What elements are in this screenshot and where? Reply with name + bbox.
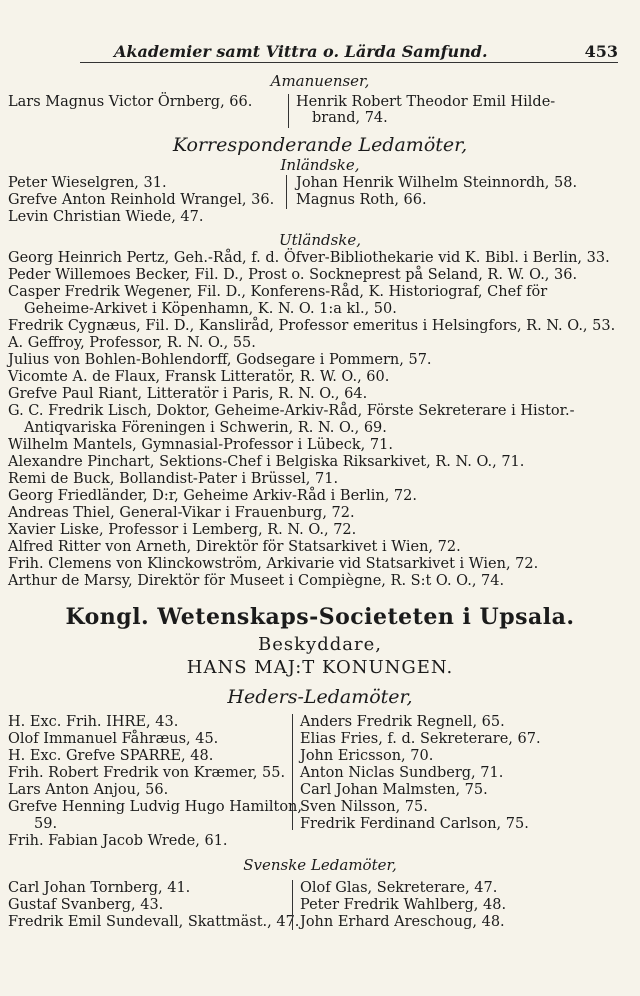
inlandsk-left-3: Levin Christian Wiede, 47.: [8, 209, 204, 225]
foreign-member-line: A. Geffroy, Professor, R. N. O., 55.: [8, 335, 256, 351]
running-header: [100, 40, 618, 64]
foreign-member-line: Casper Fredrik Wegener, Fil. D., Konferens-Råd, K. Historiograf, Chef för: [8, 284, 548, 300]
header-title: Akademier samt Vittra o. Lärda Samfund.: [114, 42, 488, 61]
heders-heading: Heders-Ledamöter,: [227, 686, 413, 708]
foreign-member-line: Wilhelm Mantels, Gymnasial-Professor i Lübeck, 71.: [8, 437, 393, 453]
heders-left-5: Lars Anton Anjou, 56.: [8, 782, 169, 798]
beskyddare-heading: Beskyddare,: [258, 634, 382, 655]
foreign-member-line: Georg Friedländer, D:r, Geheime Arkiv-Råd i Berlin, 72.: [8, 488, 417, 504]
society-title: Kongl. Wetenskaps-Societeten i Upsala.: [65, 604, 575, 630]
column-divider: [292, 714, 293, 830]
inlandsk-left-1: Peter Wieselgren, 31.: [8, 175, 167, 191]
svenske-left-1: Carl Johan Tornberg, 41.: [8, 880, 191, 896]
heders-left-3: H. Exc. Grefve SPARRE, 48.: [8, 748, 214, 764]
heders-left-7: 59.: [34, 816, 58, 832]
svenske-left-2: Gustaf Svanberg, 43.: [8, 897, 164, 913]
foreign-member-line: Alexandre Pinchart, Sektions-Chef i Belgiska Riksarkivet, R. N. O., 71.: [8, 454, 525, 470]
foreign-member-line: Fredrik Cygnæus, Fil. D., Kansliråd, Professor emeritus i Helsingfors, R. N. O., 53.: [8, 318, 616, 334]
svenske-right-2: Peter Fredrik Wahlberg, 48.: [300, 897, 507, 913]
page-number: 453: [584, 42, 618, 61]
foreign-member-line: Vicomte A. de Flaux, Fransk Litteratör, R. W. O., 60.: [8, 369, 390, 385]
svenske-left-3: Fredrik Emil Sundevall, Skattmäst., 47.: [8, 914, 300, 930]
column-divider: [292, 880, 293, 930]
inlandsk-right-1: Johan Henrik Wilhelm Steinnordh, 58.: [296, 175, 578, 191]
inlandsk-left-2: Grefve Anton Reinhold Wrangel, 36.: [8, 192, 275, 208]
heders-right-1: Anders Fredrik Regnell, 65.: [300, 714, 505, 730]
inlandsk-right-2: Magnus Roth, 66.: [296, 192, 427, 208]
svenske-heading: Svenske Ledamöter,: [243, 856, 397, 874]
amanuenser-heading: Amanuenser,: [270, 72, 370, 90]
foreign-member-line: Grefve Paul Riant, Litteratör i Paris, R. N. O., 64.: [8, 386, 368, 402]
heders-right-6: Sven Nilsson, 75.: [300, 799, 428, 815]
foreign-member-line: G. C. Fredrik Lisch, Doktor, Geheime-Arkiv-Råd, Förste Sekreterare i Histor.-: [8, 403, 575, 419]
heders-right-7: Fredrik Ferdinand Carlson, 75.: [300, 816, 529, 832]
utlandske-heading: Utländske,: [278, 231, 362, 249]
heders-left-4: Frih. Robert Fredrik von Kræmer, 55.: [8, 765, 286, 781]
heders-left-1: H. Exc. Frih. IHRE, 43.: [8, 714, 179, 730]
foreign-member-line: Arthur de Marsy, Direktör för Museet i Compiègne, R. S:t O. O., 74.: [8, 573, 505, 589]
heders-right-3: John Ericsson, 70.: [300, 748, 434, 764]
heders-right-2: Elias Fries, f. d. Sekreterare, 67.: [300, 731, 541, 747]
amanuens-right-line1: Henrik Robert Theodor Emil Hilde-: [296, 94, 556, 110]
heders-right-4: Anton Niclas Sundberg, 71.: [300, 765, 504, 781]
column-divider: [286, 175, 287, 209]
svenske-right-3: John Erhard Areschoug, 48.: [300, 914, 505, 930]
header-rule: [80, 62, 618, 63]
foreign-member-line: Andreas Thiel, General-Vikar i Frauenburg, 72.: [8, 505, 355, 521]
amanuens-right-line2: brand, 74.: [312, 110, 388, 126]
foreign-member-line: Geheime-Arkivet i Köpenhamn, K. N. O. 1:a kl., 50.: [24, 301, 397, 317]
foreign-member-line: Julius von Bohlen-Bohlendorff, Godsegare i Pommern, 57.: [8, 352, 432, 368]
foreign-member-line: Peder Willemoes Becker, Fil. D., Prost o. Sockneprest på Seland, R. W. O., 36.: [8, 267, 578, 283]
foreign-member-line: Alfred Ritter von Arneth, Direktör för Statsarkivet i Wien, 72.: [8, 539, 461, 555]
amanuens-left: Lars Magnus Victor Örnberg, 66.: [8, 94, 253, 110]
svenske-right-1: Olof Glas, Sekreterare, 47.: [300, 880, 498, 896]
inlandske-heading: Inländske,: [280, 156, 360, 174]
column-divider: [288, 94, 289, 128]
patron-name: HANS MAJ:T KONUNGEN.: [186, 657, 454, 678]
heders-left-8: Frih. Fabian Jacob Wrede, 61.: [8, 833, 228, 849]
korresponderande-heading: Korresponderande Ledamöter,: [172, 134, 468, 156]
heders-left-2: Olof Immanuel Fåhræus, 45.: [8, 731, 219, 747]
foreign-member-line: Antiqvariska Föreningen i Schwerin, R. N. O., 69.: [24, 420, 387, 436]
heders-right-5: Carl Johan Malmsten, 75.: [300, 782, 488, 798]
foreign-member-line: Georg Heinrich Pertz, Geh.-Råd, f. d. Öfver-Bibliothekarie vid K. Bibl. i Berlin, 33.: [8, 250, 610, 266]
heders-left-6: Grefve Henning Ludvig Hugo Hamilton,: [8, 799, 303, 815]
foreign-member-line: Remi de Buck, Bollandist-Pater i Brüssel, 71.: [8, 471, 339, 487]
foreign-member-line: Xavier Liske, Professor i Lemberg, R. N. O., 72.: [8, 522, 357, 538]
foreign-member-line: Frih. Clemens von Klinckowström, Arkivarie vid Statsarkivet i Wien, 72.: [8, 556, 539, 572]
